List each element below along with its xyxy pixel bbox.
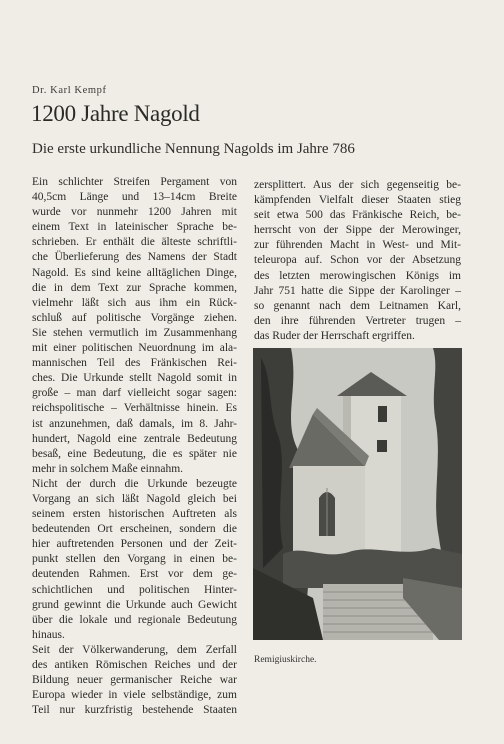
body-text-line: Ein schlichter Streifen Pergament von <box>32 176 237 188</box>
body-text-line: den ihre führenden Vertreter trugen – <box>254 314 461 327</box>
photo-caption: Remigiuskirche. <box>254 655 317 665</box>
body-text-line: 40,5cm Länge und 13–14cm Breite <box>32 191 237 204</box>
body-text-line: schichtlichen und politischen Hinter- <box>32 583 237 596</box>
author-name: Dr. Karl Kempf <box>32 85 107 96</box>
body-text-line: herrscht von der Sippe der Merowinger, <box>254 224 461 237</box>
article-title: 1200 Jahre Nagold <box>31 101 200 126</box>
body-text-line: einem Text in lateinischer Sprache be- <box>32 221 237 234</box>
body-text-line: Seit der Völkerwanderung, dem Zerfall <box>32 643 237 656</box>
body-text-line: zur führenden Macht in West- und Mit- <box>254 239 461 252</box>
body-text-line: über die lokale und regionale Bedeutung <box>32 613 237 626</box>
body-text-line: zersplittert. Aus der sich gegenseitig be- <box>254 179 461 191</box>
body-text-line: des antiken Römischen Reiches und der <box>32 659 237 671</box>
body-text-line: ches. Die Urkunde stellt Nagold somit in <box>32 372 237 385</box>
body-text-line: hinaus. <box>32 628 65 641</box>
body-text-line: hundert, Nagold eine zentrale Bedeutung <box>32 432 237 445</box>
body-text-line: kämpfenden Vielfalt dieser Staaten stieg <box>254 194 461 207</box>
body-text-line: che Überlieferung des Namens der Stadt <box>32 251 237 264</box>
body-text-line: die in dem Text zur Sprache kommen, <box>32 281 237 294</box>
body-text-line: ist anzunehmen, daß damals, im 8. Jahr- <box>32 417 237 430</box>
body-text-line: des letzten merowingischen Königs im <box>254 269 461 282</box>
body-text-line: Nicht der durch die Urkunde bezeugte <box>32 477 237 490</box>
body-text-line: Nagold. Es sind keine alltäglichen Dinge, <box>32 266 237 279</box>
body-text-line: Europa wieder in viele selbständige, zum <box>32 689 237 702</box>
body-text-line: seit etwa 500 das Fränkische Reich, be- <box>254 209 461 222</box>
body-text-line: so genannt nach dem Leitnamen Karl, <box>254 299 461 312</box>
body-text-line: schrieben. Er enthält die älteste schriftli- <box>32 236 237 249</box>
article-subtitle: Die erste urkundliche Nennung Nagolds im Jahre 786 <box>32 141 355 157</box>
body-text-line: das Ruder der Herrschaft ergriffen. <box>254 329 415 342</box>
body-text-line: Vorgang an sich läßt Nagold gleich bei <box>32 492 237 505</box>
body-text-line: Jahr 751 hatte die Sippe der Karolinger – <box>254 284 461 297</box>
body-text-line: hier auftretenden Personen und der Zeit- <box>32 538 237 551</box>
body-text-line: deutenden Rahmen. Erst vor dem ge- <box>32 568 237 581</box>
body-text-line: teleuropa auf. Schon vor der Absetzung <box>254 254 461 267</box>
body-text-line: wurde vor nunmehr 1200 Jahren mit <box>32 206 237 219</box>
body-text-line: bedeutenden Ort erscheinen, sondern die <box>32 523 237 536</box>
body-text-line: Teil nur kurzfristig bestehende Staaten <box>32 704 237 717</box>
body-text-line: seinem ersten historischen Auftreten als <box>32 508 237 521</box>
body-text-line: mit einer politischen Neuordnung im ala- <box>32 342 237 355</box>
body-text-line: Bildung neuer germanischer Reiche war <box>32 674 237 687</box>
body-text-line: mannischen Teil des Fränkischen Rei- <box>32 357 237 370</box>
body-text-line: punkt stellen den Vorgang in einen be- <box>32 553 237 566</box>
church-photo <box>253 348 462 640</box>
church-photo-icon <box>253 348 462 640</box>
body-text-line: vielmehr läßt sich aus ihm ein Rück- <box>32 296 237 309</box>
body-text-line: reichspolitische – Verhältnisse hinein. Es <box>32 402 237 415</box>
body-text-line: große – man darf vielleicht sogar sagen: <box>32 387 237 400</box>
body-text-line: besaß, eine Bedeutung, die es später nie <box>32 447 237 460</box>
body-text-right-column <box>254 178 461 344</box>
body-text-line: mehr in solchem Maße einnahm. <box>32 462 184 475</box>
body-text-line: schluß auf politische Vorgänge ziehen. <box>32 311 237 324</box>
body-text-line: grund gewinnt die Urkunde auch Gewicht <box>32 598 237 611</box>
body-text-line: Sie stehen vermutlich im Zusammenhang <box>32 326 237 339</box>
body-text-left-column <box>32 175 237 718</box>
